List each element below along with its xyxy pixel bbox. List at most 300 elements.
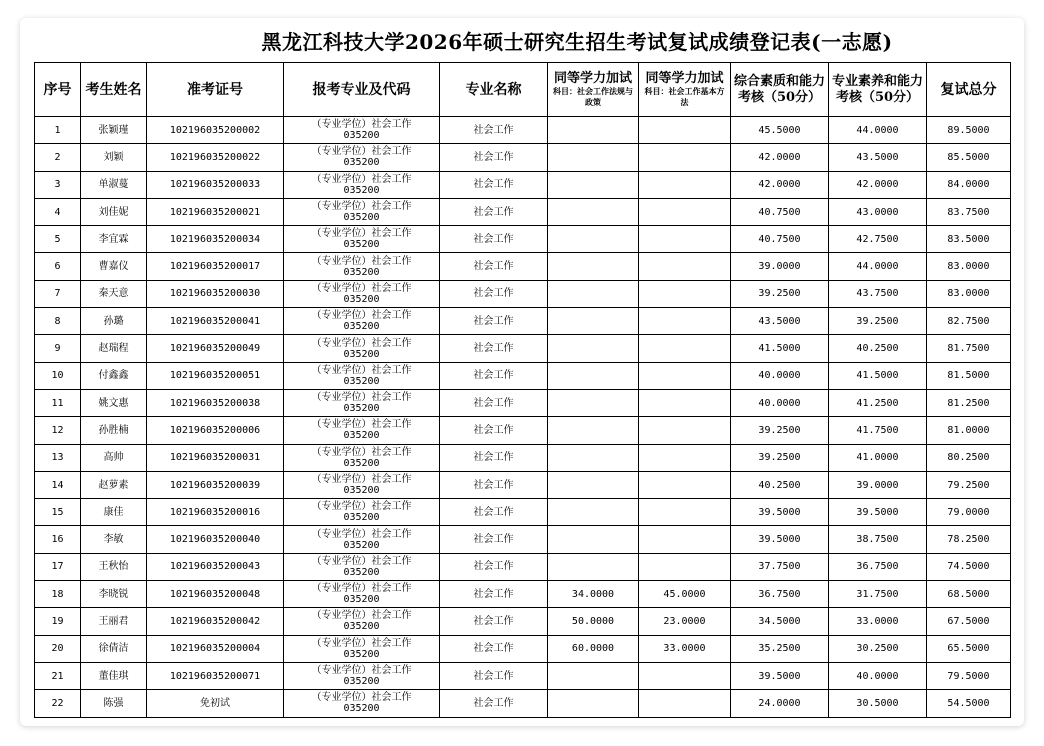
cell-comprehensive-score: 39.0000 xyxy=(731,253,829,280)
cell-additional-test-1: 50.0000 xyxy=(548,608,639,635)
cell-additional-test-2 xyxy=(639,308,731,335)
cell-total-score: 78.2500 xyxy=(927,526,1011,553)
cell-seq: 3 xyxy=(35,171,81,198)
cell-additional-test-2 xyxy=(639,662,731,689)
cell-additional-test-2: 23.0000 xyxy=(639,608,731,635)
cell-additional-test-1 xyxy=(548,280,639,307)
program-code: 035200 xyxy=(343,485,380,496)
cell-name: 徐倩洁 xyxy=(81,635,147,662)
cell-professional-score: 38.7500 xyxy=(829,526,927,553)
cell-additional-test-1 xyxy=(548,253,639,280)
program-code: 035200 xyxy=(343,157,380,169)
cell-additional-test-1 xyxy=(548,444,639,471)
header-exam-id: 准考证号 xyxy=(147,63,284,117)
cell-comprehensive-score: 40.7500 xyxy=(731,226,829,253)
header-additional-test-2 xyxy=(639,63,731,117)
cell-exam-id: 102196035200030 xyxy=(147,280,284,307)
cell-major: 社会工作 xyxy=(440,608,548,635)
cell-major: 社会工作 xyxy=(440,553,548,580)
cell-program xyxy=(284,417,440,444)
header-additional-test-1-title: 同等学力加试 xyxy=(553,71,632,86)
cell-total-score: 79.5000 xyxy=(927,662,1011,689)
cell-total-score: 68.5000 xyxy=(927,581,1011,608)
cell-major: 社会工作 xyxy=(440,308,548,335)
cell-exam-id: 102196035200004 xyxy=(147,635,284,662)
cell-total-score: 79.2500 xyxy=(927,471,1011,498)
cell-additional-test-2 xyxy=(639,553,731,580)
cell-comprehensive-score: 45.5000 xyxy=(731,117,829,144)
cell-seq: 7 xyxy=(35,280,81,307)
cell-program xyxy=(284,608,440,635)
table-row xyxy=(35,226,1011,253)
program-code: 035200 xyxy=(343,648,380,660)
cell-professional-score: 43.5000 xyxy=(829,144,927,171)
cell-program xyxy=(284,635,440,662)
cell-total-score: 80.2500 xyxy=(927,444,1011,471)
cell-seq: 9 xyxy=(35,335,81,362)
cell-additional-test-1: 60.0000 xyxy=(548,635,639,662)
cell-program xyxy=(284,444,440,471)
cell-professional-score: 44.0000 xyxy=(829,117,927,144)
cell-total-score: 84.0000 xyxy=(927,171,1011,198)
header-comprehensive-score: 综合素质和能力考核（50分） xyxy=(731,63,829,117)
cell-name: 王丽君 xyxy=(81,608,147,635)
cell-seq: 13 xyxy=(35,444,81,471)
cell-exam-id: 102196035200022 xyxy=(147,144,284,171)
header-additional-test-2-subject: 科目：社会工作基本方法 xyxy=(644,86,725,107)
cell-seq: 15 xyxy=(35,499,81,526)
cell-additional-test-2 xyxy=(639,690,731,717)
cell-name: 姚文惠 xyxy=(81,389,147,416)
cell-comprehensive-score: 40.2500 xyxy=(731,471,829,498)
cell-additional-test-2 xyxy=(639,171,731,198)
header-program: 报考专业及代码 xyxy=(284,63,440,117)
program-name: （专业学位）社会工作 xyxy=(311,119,412,131)
cell-exam-id: 102196035200043 xyxy=(147,553,284,580)
cell-name: 康佳 xyxy=(81,499,147,526)
table-row xyxy=(35,362,1011,389)
cell-additional-test-1 xyxy=(548,662,639,689)
cell-exam-id: 102196035200033 xyxy=(147,171,284,198)
cell-name: 刘佳妮 xyxy=(81,198,147,225)
table-row xyxy=(35,635,1011,662)
program-name: （专业学位）社会工作 xyxy=(311,337,412,349)
cell-seq: 18 xyxy=(35,581,81,608)
cell-additional-test-2 xyxy=(639,253,731,280)
cell-exam-id: 102196035200034 xyxy=(147,226,284,253)
cell-additional-test-1 xyxy=(548,117,639,144)
cell-major: 社会工作 xyxy=(440,690,548,717)
cell-additional-test-2 xyxy=(639,117,731,144)
cell-major: 社会工作 xyxy=(440,635,548,662)
program-code: 035200 xyxy=(343,266,380,278)
cell-comprehensive-score: 34.5000 xyxy=(731,608,829,635)
program-code: 035200 xyxy=(343,566,380,578)
cell-major: 社会工作 xyxy=(440,144,548,171)
cell-comprehensive-score: 43.5000 xyxy=(731,308,829,335)
header-major: 专业名称 xyxy=(440,63,548,117)
cell-name: 秦天意 xyxy=(81,280,147,307)
cell-name: 孙璐 xyxy=(81,308,147,335)
table-row xyxy=(35,608,1011,635)
table-row xyxy=(35,444,1011,471)
cell-professional-score: 44.0000 xyxy=(829,253,927,280)
cell-program xyxy=(284,499,440,526)
cell-major: 社会工作 xyxy=(440,226,548,253)
program-name: （专业学位）社会工作 xyxy=(311,310,412,322)
cell-comprehensive-score: 39.2500 xyxy=(731,280,829,307)
cell-professional-score: 41.2500 xyxy=(829,389,927,416)
program-name: （专业学位）社会工作 xyxy=(311,583,412,595)
program-name: （专业学位）社会工作 xyxy=(311,255,412,267)
cell-comprehensive-score: 35.2500 xyxy=(731,635,829,662)
cell-seq: 19 xyxy=(35,608,81,635)
cell-program xyxy=(284,117,440,144)
cell-seq: 17 xyxy=(35,553,81,580)
table-row xyxy=(35,581,1011,608)
table-row xyxy=(35,308,1011,335)
cell-name: 李敏 xyxy=(81,526,147,553)
program-name: （专业学位）社会工作 xyxy=(311,146,412,158)
cell-seq: 4 xyxy=(35,198,81,225)
cell-name: 单淑蔓 xyxy=(81,171,147,198)
cell-comprehensive-score: 39.5000 xyxy=(731,499,829,526)
cell-additional-test-2 xyxy=(639,444,731,471)
program-name: （专业学位）社会工作 xyxy=(311,610,412,622)
header-additional-test-2-title: 同等学力加试 xyxy=(645,71,724,86)
cell-name: 王秋怡 xyxy=(81,553,147,580)
cell-name: 张颖瑾 xyxy=(81,117,147,144)
cell-seq: 22 xyxy=(35,690,81,717)
cell-exam-id: 102196035200002 xyxy=(147,117,284,144)
cell-professional-score: 36.7500 xyxy=(829,553,927,580)
program-code: 035200 xyxy=(343,594,380,606)
program-name: （专业学位）社会工作 xyxy=(311,419,412,431)
program-name: （专业学位）社会工作 xyxy=(311,446,412,458)
cell-program xyxy=(284,389,440,416)
cell-additional-test-2 xyxy=(639,226,731,253)
cell-total-score: 82.7500 xyxy=(927,308,1011,335)
cell-professional-score: 30.2500 xyxy=(829,635,927,662)
program-code: 035200 xyxy=(343,621,380,633)
table-row xyxy=(35,198,1011,225)
table-row xyxy=(35,690,1011,717)
cell-name: 李宜霖 xyxy=(81,226,147,253)
score-table xyxy=(34,62,1011,718)
cell-seq: 8 xyxy=(35,308,81,335)
cell-total-score: 83.7500 xyxy=(927,198,1011,225)
cell-exam-id: 102196035200031 xyxy=(147,444,284,471)
program-name: （专业学位）社会工作 xyxy=(311,501,412,513)
cell-additional-test-1 xyxy=(548,690,639,717)
cell-name: 陈强 xyxy=(81,690,147,717)
cell-exam-id: 102196035200038 xyxy=(147,389,284,416)
cell-total-score: 81.0000 xyxy=(927,417,1011,444)
table-row xyxy=(35,499,1011,526)
program-name: （专业学位）社会工作 xyxy=(311,692,412,704)
cell-additional-test-1 xyxy=(548,499,639,526)
cell-professional-score: 39.5000 xyxy=(829,499,927,526)
program-name: （专业学位）社会工作 xyxy=(311,201,412,213)
program-name: （专业学位）社会工作 xyxy=(311,637,412,649)
cell-program xyxy=(284,171,440,198)
cell-program xyxy=(284,335,440,362)
cell-exam-id: 102196035200006 xyxy=(147,417,284,444)
cell-seq: 1 xyxy=(35,117,81,144)
cell-comprehensive-score: 39.2500 xyxy=(731,444,829,471)
cell-additional-test-1 xyxy=(548,226,639,253)
cell-exam-id: 102196035200016 xyxy=(147,499,284,526)
header-seq: 序号 xyxy=(35,63,81,117)
program-name: （专业学位）社会工作 xyxy=(311,528,412,540)
cell-program xyxy=(284,144,440,171)
cell-name: 高帅 xyxy=(81,444,147,471)
cell-program xyxy=(284,362,440,389)
cell-total-score: 83.5000 xyxy=(927,226,1011,253)
cell-comprehensive-score: 39.2500 xyxy=(731,417,829,444)
cell-comprehensive-score: 37.7500 xyxy=(731,553,829,580)
cell-additional-test-2 xyxy=(639,198,731,225)
cell-seq: 11 xyxy=(35,389,81,416)
cell-additional-test-1 xyxy=(548,198,639,225)
table-row xyxy=(35,144,1011,171)
cell-total-score: 67.5000 xyxy=(927,608,1011,635)
cell-professional-score: 43.7500 xyxy=(829,280,927,307)
program-code: 035200 xyxy=(343,375,380,387)
cell-total-score: 54.5000 xyxy=(927,690,1011,717)
cell-additional-test-2 xyxy=(639,471,731,498)
table-row xyxy=(35,471,1011,498)
cell-professional-score: 39.0000 xyxy=(829,471,927,498)
cell-exam-id: 102196035200041 xyxy=(147,308,284,335)
cell-program xyxy=(284,662,440,689)
cell-exam-id: 102196035200048 xyxy=(147,581,284,608)
cell-program xyxy=(284,280,440,307)
cell-professional-score: 40.0000 xyxy=(829,662,927,689)
cell-seq: 10 xyxy=(35,362,81,389)
page-title: 黑龙江科技大学2026年硕士研究生招生考试复试成绩登记表(一志愿) xyxy=(261,30,893,54)
cell-additional-test-2: 33.0000 xyxy=(639,635,731,662)
cell-total-score: 74.5000 xyxy=(927,553,1011,580)
cell-major: 社会工作 xyxy=(440,171,548,198)
cell-program xyxy=(284,471,440,498)
cell-major: 社会工作 xyxy=(440,117,548,144)
cell-additional-test-1 xyxy=(548,417,639,444)
cell-professional-score: 41.5000 xyxy=(829,362,927,389)
cell-professional-score: 41.0000 xyxy=(829,444,927,471)
cell-program xyxy=(284,690,440,717)
cell-seq: 5 xyxy=(35,226,81,253)
program-code: 035200 xyxy=(343,539,380,551)
cell-exam-id: 102196035200040 xyxy=(147,526,284,553)
cell-exam-id: 102196035200017 xyxy=(147,253,284,280)
cell-major: 社会工作 xyxy=(440,362,548,389)
cell-program xyxy=(284,308,440,335)
cell-major: 社会工作 xyxy=(440,280,548,307)
cell-total-score: 81.2500 xyxy=(927,389,1011,416)
cell-additional-test-2 xyxy=(639,389,731,416)
program-name: （专业学位）社会工作 xyxy=(311,364,412,376)
cell-program xyxy=(284,226,440,253)
cell-seq: 6 xyxy=(35,253,81,280)
cell-major: 社会工作 xyxy=(440,499,548,526)
cell-name: 孙胜楠 xyxy=(81,417,147,444)
cell-major: 社会工作 xyxy=(440,444,548,471)
cell-seq: 14 xyxy=(35,471,81,498)
header-professional-score: 专业素养和能力考核（50分） xyxy=(829,63,927,117)
program-name: （专业学位）社会工作 xyxy=(311,173,412,185)
table-row xyxy=(35,335,1011,362)
cell-exam-id: 免初试 xyxy=(147,690,284,717)
header-additional-test-1 xyxy=(548,63,639,117)
program-code: 035200 xyxy=(343,430,380,442)
table-row xyxy=(35,526,1011,553)
cell-professional-score: 42.7500 xyxy=(829,226,927,253)
cell-additional-test-1 xyxy=(548,144,639,171)
cell-major: 社会工作 xyxy=(440,335,548,362)
cell-comprehensive-score: 42.0000 xyxy=(731,171,829,198)
cell-major: 社会工作 xyxy=(440,389,548,416)
cell-major: 社会工作 xyxy=(440,526,548,553)
cell-comprehensive-score: 39.5000 xyxy=(731,662,829,689)
cell-additional-test-2 xyxy=(639,417,731,444)
cell-additional-test-1 xyxy=(548,471,639,498)
cell-additional-test-1: 34.0000 xyxy=(548,581,639,608)
cell-seq: 12 xyxy=(35,417,81,444)
header-additional-test-1-subject: 科目：社会工作法规与政策 xyxy=(553,86,633,107)
header-name: 考生姓名 xyxy=(81,63,147,117)
cell-seq: 16 xyxy=(35,526,81,553)
program-code: 035200 xyxy=(343,212,380,224)
cell-professional-score: 33.0000 xyxy=(829,608,927,635)
cell-seq: 2 xyxy=(35,144,81,171)
program-name: （专业学位）社会工作 xyxy=(311,474,412,485)
cell-additional-test-2 xyxy=(639,526,731,553)
cell-major: 社会工作 xyxy=(440,253,548,280)
table-row xyxy=(35,253,1011,280)
table-row xyxy=(35,553,1011,580)
cell-comprehensive-score: 24.0000 xyxy=(731,690,829,717)
table-row xyxy=(35,280,1011,307)
cell-professional-score: 41.7500 xyxy=(829,417,927,444)
cell-additional-test-1 xyxy=(548,308,639,335)
cell-program xyxy=(284,581,440,608)
cell-additional-test-2 xyxy=(639,499,731,526)
cell-total-score: 81.7500 xyxy=(927,335,1011,362)
cell-total-score: 65.5000 xyxy=(927,635,1011,662)
cell-name: 曹嘉仪 xyxy=(81,253,147,280)
cell-professional-score: 42.0000 xyxy=(829,171,927,198)
cell-comprehensive-score: 40.7500 xyxy=(731,198,829,225)
cell-additional-test-1 xyxy=(548,526,639,553)
program-code: 035200 xyxy=(343,703,380,715)
program-code: 035200 xyxy=(343,348,380,360)
cell-comprehensive-score: 36.7500 xyxy=(731,581,829,608)
cell-comprehensive-score: 42.0000 xyxy=(731,144,829,171)
table-body xyxy=(35,117,1011,718)
cell-program xyxy=(284,198,440,225)
cell-major: 社会工作 xyxy=(440,417,548,444)
cell-total-score: 83.0000 xyxy=(927,280,1011,307)
cell-exam-id: 102196035200049 xyxy=(147,335,284,362)
cell-program xyxy=(284,526,440,553)
program-code: 035200 xyxy=(343,293,380,305)
cell-name: 李晓锐 xyxy=(81,581,147,608)
cell-exam-id: 102196035200039 xyxy=(147,471,284,498)
cell-program xyxy=(284,553,440,580)
cell-comprehensive-score: 39.5000 xyxy=(731,526,829,553)
cell-exam-id: 102196035200021 xyxy=(147,198,284,225)
cell-professional-score: 39.2500 xyxy=(829,308,927,335)
program-code: 035200 xyxy=(343,403,380,415)
table-row xyxy=(35,117,1011,144)
cell-additional-test-1 xyxy=(548,335,639,362)
program-code: 035200 xyxy=(343,512,380,524)
cell-total-score: 85.5000 xyxy=(927,144,1011,171)
program-code: 035200 xyxy=(343,321,380,333)
cell-professional-score: 43.0000 xyxy=(829,198,927,225)
cell-exam-id: 102196035200051 xyxy=(147,362,284,389)
cell-additional-test-1 xyxy=(548,171,639,198)
cell-additional-test-2 xyxy=(639,280,731,307)
cell-major: 社会工作 xyxy=(440,581,548,608)
cell-additional-test-2 xyxy=(639,144,731,171)
cell-additional-test-2: 45.0000 xyxy=(639,581,731,608)
program-name: （专业学位）社会工作 xyxy=(311,228,412,240)
cell-additional-test-2 xyxy=(639,335,731,362)
cell-additional-test-1 xyxy=(548,553,639,580)
cell-total-score: 89.5000 xyxy=(927,117,1011,144)
table-header-row xyxy=(35,63,1011,117)
cell-total-score: 81.5000 xyxy=(927,362,1011,389)
table-row xyxy=(35,662,1011,689)
cell-name: 付鑫鑫 xyxy=(81,362,147,389)
cell-name: 刘颖 xyxy=(81,144,147,171)
cell-comprehensive-score: 40.0000 xyxy=(731,362,829,389)
program-name: （专业学位）社会工作 xyxy=(311,665,412,677)
cell-exam-id: 102196035200042 xyxy=(147,608,284,635)
table-row xyxy=(35,171,1011,198)
program-code: 035200 xyxy=(343,239,380,251)
cell-total-score: 79.0000 xyxy=(927,499,1011,526)
table-row xyxy=(35,389,1011,416)
cell-major: 社会工作 xyxy=(440,662,548,689)
program-name: （专业学位）社会工作 xyxy=(311,392,412,404)
cell-professional-score: 30.5000 xyxy=(829,690,927,717)
program-code: 035200 xyxy=(343,184,380,196)
cell-additional-test-1 xyxy=(548,389,639,416)
cell-program xyxy=(284,253,440,280)
program-name: （专业学位）社会工作 xyxy=(311,282,412,294)
cell-name: 董佳琪 xyxy=(81,662,147,689)
cell-major: 社会工作 xyxy=(440,471,548,498)
cell-comprehensive-score: 41.5000 xyxy=(731,335,829,362)
cell-additional-test-2 xyxy=(639,362,731,389)
cell-professional-score: 40.2500 xyxy=(829,335,927,362)
cell-total-score: 83.0000 xyxy=(927,253,1011,280)
cell-major: 社会工作 xyxy=(440,198,548,225)
program-code: 035200 xyxy=(343,457,380,469)
cell-seq: 21 xyxy=(35,662,81,689)
table-row xyxy=(35,417,1011,444)
cell-name: 赵萝素 xyxy=(81,471,147,498)
program-name: （专业学位）社会工作 xyxy=(311,555,412,567)
cell-comprehensive-score: 40.0000 xyxy=(731,389,829,416)
program-code: 035200 xyxy=(343,130,380,142)
cell-seq: 20 xyxy=(35,635,81,662)
cell-exam-id: 102196035200071 xyxy=(147,662,284,689)
cell-name: 赵瑞程 xyxy=(81,335,147,362)
